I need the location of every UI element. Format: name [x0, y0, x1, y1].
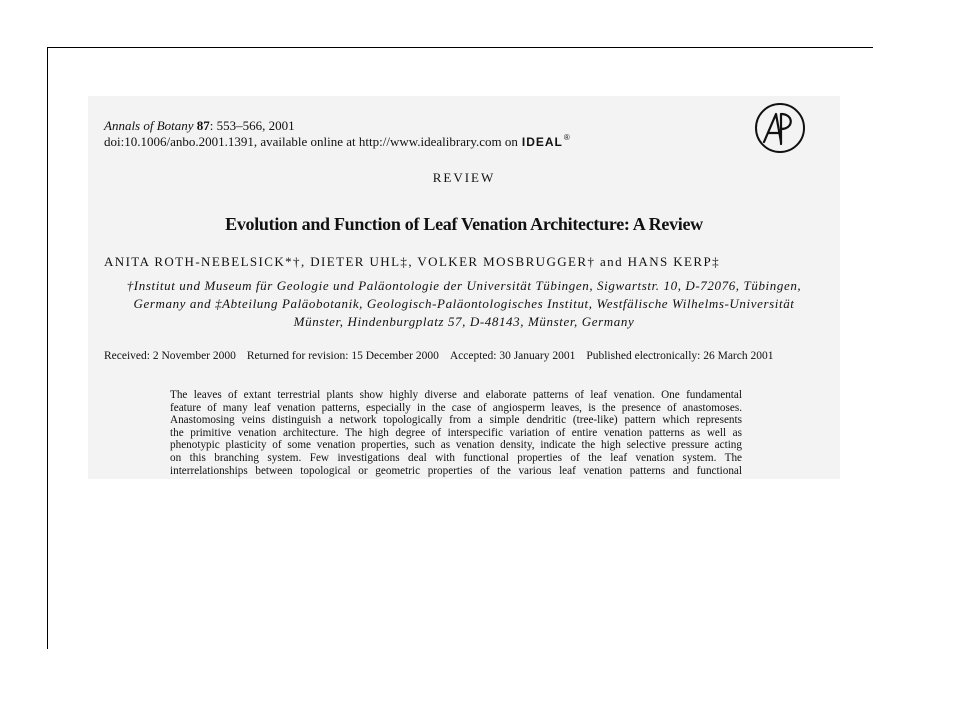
academic-press-logo [754, 102, 806, 154]
affiliation-line: Münster, Hindenburgplatz 57, D-48143, Münster, Germany [293, 314, 635, 329]
ideal-logo [522, 134, 571, 152]
date-received: Received: 2 November 2000 [104, 350, 236, 362]
doi-line [104, 134, 571, 152]
date-published: Published electronically: 26 March 2001 [586, 350, 774, 362]
abstract-line: The leaves of extant terrestrial plants show highly diverse and elaborate patterns of leaf venation. One fundamental [170, 389, 742, 401]
abstract-line: feature of many leaf venation patterns, especially in the case of angiosperm leaves, is the presence of anastomoses. [170, 401, 742, 414]
section-label: REVIEW [432, 170, 496, 185]
date-accepted: Accepted: 30 January 2001 [449, 350, 576, 362]
frame-left-line [47, 47, 48, 649]
abstract-line: the primitive venation architecture. The high degree of interspecific variation of entire venation patterns as well as [170, 426, 742, 439]
journal-name: Annals of Botany [104, 118, 194, 133]
abstract-line: on this branching system. Few investigations deal with functional properties of the leaf venation system. The [170, 451, 742, 464]
journal-volume: 87 [196, 118, 210, 133]
doi-text: doi:10.1006/anbo.2001.1391, available online at http://www.idealibrary.com on [104, 134, 518, 149]
paper-title: Evolution and Function of Leaf Venation Architecture: A Review [225, 214, 703, 234]
journal-pages-year: : 553–566, 2001 [209, 118, 295, 133]
registered-mark: ® [563, 133, 571, 142]
abstract-line: phenotypic plasticity of some venation properties, such as venation density, indicate the high selective pressure acting [170, 439, 742, 452]
affiliation-line: †Institut und Museum für Geologie und Paläontologie der Universität Tübingen, Sigwartstr. 10, D-72076, Tübingen, [126, 278, 802, 293]
ideal-logo-text: IDEAL [521, 135, 563, 149]
authors: ANITA ROTH-NEBELSICK*†, DIETER UHL‡, VOLKER MOSBRUGGER† and HANS KERP‡ [104, 254, 720, 269]
affiliation-line: Germany and ‡Abteilung Paläobotanik, Geologisch-Paläontologisches Institut, Westfälische Wilhelms-Universität [133, 296, 795, 311]
abstract-line: Anastomosing veins distinguish a network topologically from a simple dendritic (tree-like) pattern which represents [170, 414, 742, 427]
abstract-line: interrelationships between topological or geometric properties of the various leaf venation patterns and functional [170, 464, 742, 477]
frame-top-line [47, 47, 873, 48]
date-returned: Returned for revision: 15 December 2000 [246, 350, 439, 362]
journal-citation [104, 118, 295, 134]
paper-excerpt [88, 96, 840, 479]
publication-dates [104, 350, 785, 362]
abstract [170, 389, 742, 477]
